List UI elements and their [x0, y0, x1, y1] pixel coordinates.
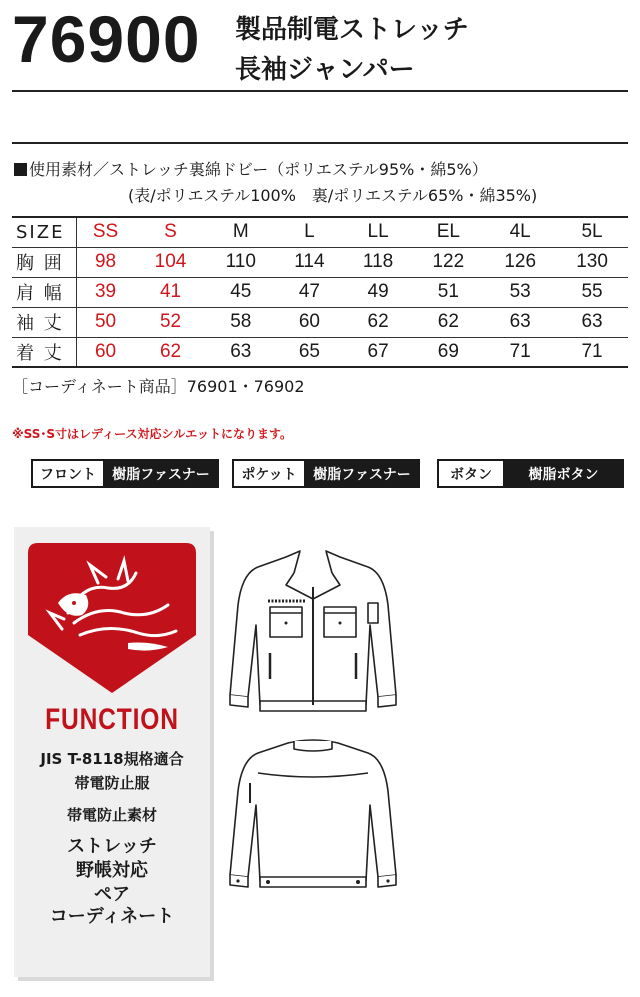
coordinate-products: ［コーディネート商品］76901・76902 [12, 377, 305, 396]
size-cell: 67 [344, 337, 413, 367]
jacket-back-icon [228, 735, 398, 897]
section-divider [12, 142, 628, 144]
spec-button [437, 459, 624, 488]
size-cell: 71 [556, 337, 628, 367]
size-cell: 114 [275, 247, 344, 277]
title-line-1: 製品制電ストレッチ [235, 15, 469, 45]
size-cell: 55 [556, 277, 628, 307]
size-cell: 65 [275, 337, 344, 367]
size-cell: 62 [412, 307, 484, 337]
size-cell: 45 [206, 277, 275, 307]
function-item: ペア [94, 884, 130, 905]
size-cell: 49 [344, 277, 413, 307]
jacket-front-icon [228, 545, 398, 720]
spec-front-key: フロント [33, 461, 105, 486]
size-cell: 71 [484, 337, 556, 367]
size-header-cell: LL [344, 217, 413, 247]
size-row [12, 247, 628, 277]
size-row [12, 337, 628, 367]
size-header-cell: 5L [556, 217, 628, 247]
size-cell: 62 [344, 307, 413, 337]
size-cell: 126 [484, 247, 556, 277]
size-row [12, 277, 628, 307]
size-cell: 69 [412, 337, 484, 367]
function-item: JIS T-8118規格適合 [40, 750, 184, 768]
spec-front-value: 樹脂ファスナー [105, 461, 217, 486]
size-header-cell: 4L [484, 217, 556, 247]
size-row-label: 胸 囲 [12, 247, 76, 277]
size-cell: 63 [556, 307, 628, 337]
product-title [235, 10, 469, 90]
size-header-cell: L [275, 217, 344, 247]
spec-pocket [232, 459, 420, 488]
size-cell: 52 [135, 307, 207, 337]
size-cell: 104 [135, 247, 207, 277]
size-cell: 41 [135, 277, 207, 307]
size-cell: 60 [275, 307, 344, 337]
size-cell: 47 [275, 277, 344, 307]
size-cell: 63 [206, 337, 275, 367]
size-cell: 50 [76, 307, 135, 337]
function-item: ストレッチ [67, 836, 157, 857]
product-header [0, 0, 640, 100]
size-cell: 118 [344, 247, 413, 277]
material-line-1: 使用素材／ストレッチ裏綿ドビー（ポリエステル95%・綿5%） [14, 158, 488, 182]
size-cell: 62 [135, 337, 207, 367]
size-row-label: 着 丈 [12, 337, 76, 367]
dragon-emblem-icon [28, 543, 196, 693]
model-number: 76900 [12, 2, 201, 76]
size-cell: 63 [484, 307, 556, 337]
size-header-cell: EL [412, 217, 484, 247]
function-list [14, 747, 210, 929]
size-table [12, 216, 628, 368]
size-header-label: SIZE [12, 217, 76, 247]
header-divider [12, 90, 628, 92]
spec-pocket-value: 樹脂ファスナー [306, 461, 418, 486]
spec-pocket-key: ポケット [234, 461, 306, 486]
size-cell: 51 [412, 277, 484, 307]
size-header-cell: SS [76, 217, 135, 247]
size-header-cell: M [206, 217, 275, 247]
spec-front [31, 459, 219, 488]
size-cell: 58 [206, 307, 275, 337]
size-cell: 53 [484, 277, 556, 307]
material-line-2: (表/ポリエステル100% 裏/ポリエステル65%・綿35%) [128, 186, 538, 205]
size-cell: 60 [76, 337, 135, 367]
size-cell: 130 [556, 247, 628, 277]
size-row-label: 肩 幅 [12, 277, 76, 307]
function-item: 帯電防止素材 [66, 806, 157, 824]
function-item: コーディネート [49, 906, 175, 927]
spec-button-key: ボタン [439, 461, 505, 486]
size-header-row [12, 217, 628, 247]
size-cell: 122 [412, 247, 484, 277]
function-item: 帯電防止服 [74, 774, 150, 792]
spec-button-value: 樹脂ボタン [505, 461, 622, 486]
size-cell: 39 [76, 277, 135, 307]
size-cell: 110 [206, 247, 275, 277]
title-line-2: 長袖ジャンパー [235, 55, 415, 85]
function-item: 野帳対応 [76, 860, 148, 881]
ladies-note: ※SS･S寸はレディース対応シルエットになります。 [12, 427, 292, 441]
size-row-label: 袖 丈 [12, 307, 76, 337]
function-title: FUNCTION [45, 703, 179, 736]
function-panel [14, 527, 210, 977]
size-row [12, 307, 628, 337]
size-cell: 98 [76, 247, 135, 277]
square-bullet-icon [14, 163, 27, 176]
size-header-cell: S [135, 217, 207, 247]
